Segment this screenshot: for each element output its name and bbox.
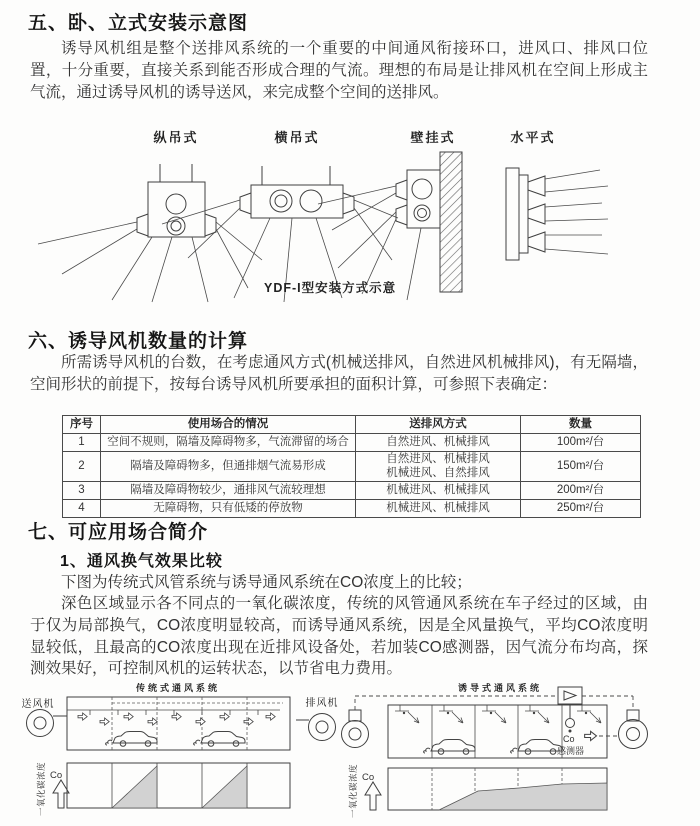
induction-title: 诱导式通风系统 [457,683,543,693]
induction-supply-fan-icon [342,721,369,748]
section6-heading: 六、诱导风机数量的计算 [28,331,249,352]
cell-mode: 自然进风、机械排风 机械进风、自然排风 [356,452,521,482]
cell-mode: 机械进风、机械排风 [356,500,521,518]
section6-paragraph: 所需诱导风机的台数，在考虑通风方式(机械送排风，自然进风机械排风)，有无隔墙，空间形状的前提下，按每台诱导风机所要承担的面积计算，可参照下表确定： [30,354,648,393]
sensor-label: 感测器 [557,746,585,756]
label-horizontal-hanging: 横吊式 [274,130,320,145]
label-horizontal-type: 水平式 [510,130,556,145]
cell-index: 1 [63,434,101,452]
car-icon [424,740,475,755]
fan-quantity-table [62,415,641,518]
sensor-co-label: Co [563,734,575,744]
cell-scenario: 隔墙及障碍物较少，通排风气流较理想 [101,482,356,500]
traditional-system-drawing [22,682,339,816]
ventilation-comparison-diagram [0,680,700,826]
col-header-index: 序号 [63,416,101,434]
section7-intro: 下图为传统式风管系统与诱导通风系统在CO浓度上的比较； [61,574,472,591]
table-row [63,482,641,500]
vertical-hanging-unit-drawing [38,164,262,302]
cell-qty: 100m²/台 [521,434,641,452]
induction-co-chart [348,764,607,818]
co-axis-label: 一氧化碳浓度 [36,761,46,816]
duct-airflow-arrows [78,713,275,725]
traditional-co-chart [36,762,290,816]
wall-mounted-unit-drawing [318,152,462,300]
co-axis-label: 一氧化碳浓度 [348,763,358,818]
installation-diagram [0,122,700,304]
table-header-row [63,416,641,434]
section5-heading: 五、卧、立式安装示意图 [28,13,249,34]
cell-scenario: 空间不规则，隔墙及障碍物多，气流滞留的场合 [101,434,356,452]
cell-qty: 250m²/台 [521,500,641,518]
cell-qty: 150m²/台 [521,452,641,482]
cell-mode: 自然进风、机械排风 [356,434,521,452]
col-header-qty: 数量 [521,416,641,434]
traditional-title: 传统式通风系统 [135,683,221,693]
section7-paragraph: 深色区域显示各不同点的一氧化碳浓度，传统的风管通风系统在车子经过的区域，由于仅为局部换气，CO浓度明显较高，而诱导通风系统，因是全风量换气，平均CO浓度明显较低，且最高的CO浓度出现在近排风设备处，若加装CO感测器，因气流分布均高，探测效果好，可控制风机的运转状态，以节省电力费用。 [30,595,648,678]
co-label: Co [362,772,375,783]
cell-scenario: 无障碍物，只有低矮的停放物 [101,500,356,518]
induction-exhaust-fan-icon [619,720,648,749]
label-vertical-hanging: 纵吊式 [153,130,199,145]
table-row [63,500,641,518]
induction-system-drawing [342,682,648,818]
horizontal-type-unit-drawing [506,168,608,260]
cell-qty: 200m²/台 [521,482,641,500]
exhaust-flow-arrow [585,731,597,740]
exhaust-fan-label: 排风机 [305,698,339,709]
col-header-scenario: 使用场合的情况 [101,416,356,434]
cell-index: 3 [63,482,101,500]
section7-heading: 七、可应用场合简介 [28,522,209,543]
table-row [63,452,641,482]
co-sensor-icon [566,704,575,733]
supply-fan-label: 送风机 [21,699,55,710]
cell-index: 2 [63,452,101,482]
supply-fan-icon [27,710,68,737]
cell-mode: 机械进风、机械排风 [356,482,521,500]
table-row [63,434,641,452]
section5-paragraph: 诱导风机组是整个送排风系统的一个重要的中间通风衔接环口，进风口、排风口位置，十分重要，直接关系到能否形成合理的气流。理想的布局是让排风机在空间上形成主气流，通过诱导风机的诱导送风，来完成整个空间的送排风。 [30,40,648,101]
label-wall-mounted: 壁挂式 [410,130,456,145]
installation-caption: YDF-I型安装方式示意 [264,281,397,295]
col-header-mode: 送排风方式 [356,416,521,434]
car-icon [106,732,157,747]
car-icon [194,732,245,747]
controller-icon [558,687,582,704]
cell-index: 4 [63,500,101,518]
co-label: Co [50,770,63,781]
cell-scenario: 隔墙及障碍物多，但通排烟气流易形成 [101,452,356,482]
up-arrow-icon [365,782,381,810]
section7-subheading: 1、通风换气效果比较 [60,553,223,570]
exhaust-fan-icon [296,714,336,741]
